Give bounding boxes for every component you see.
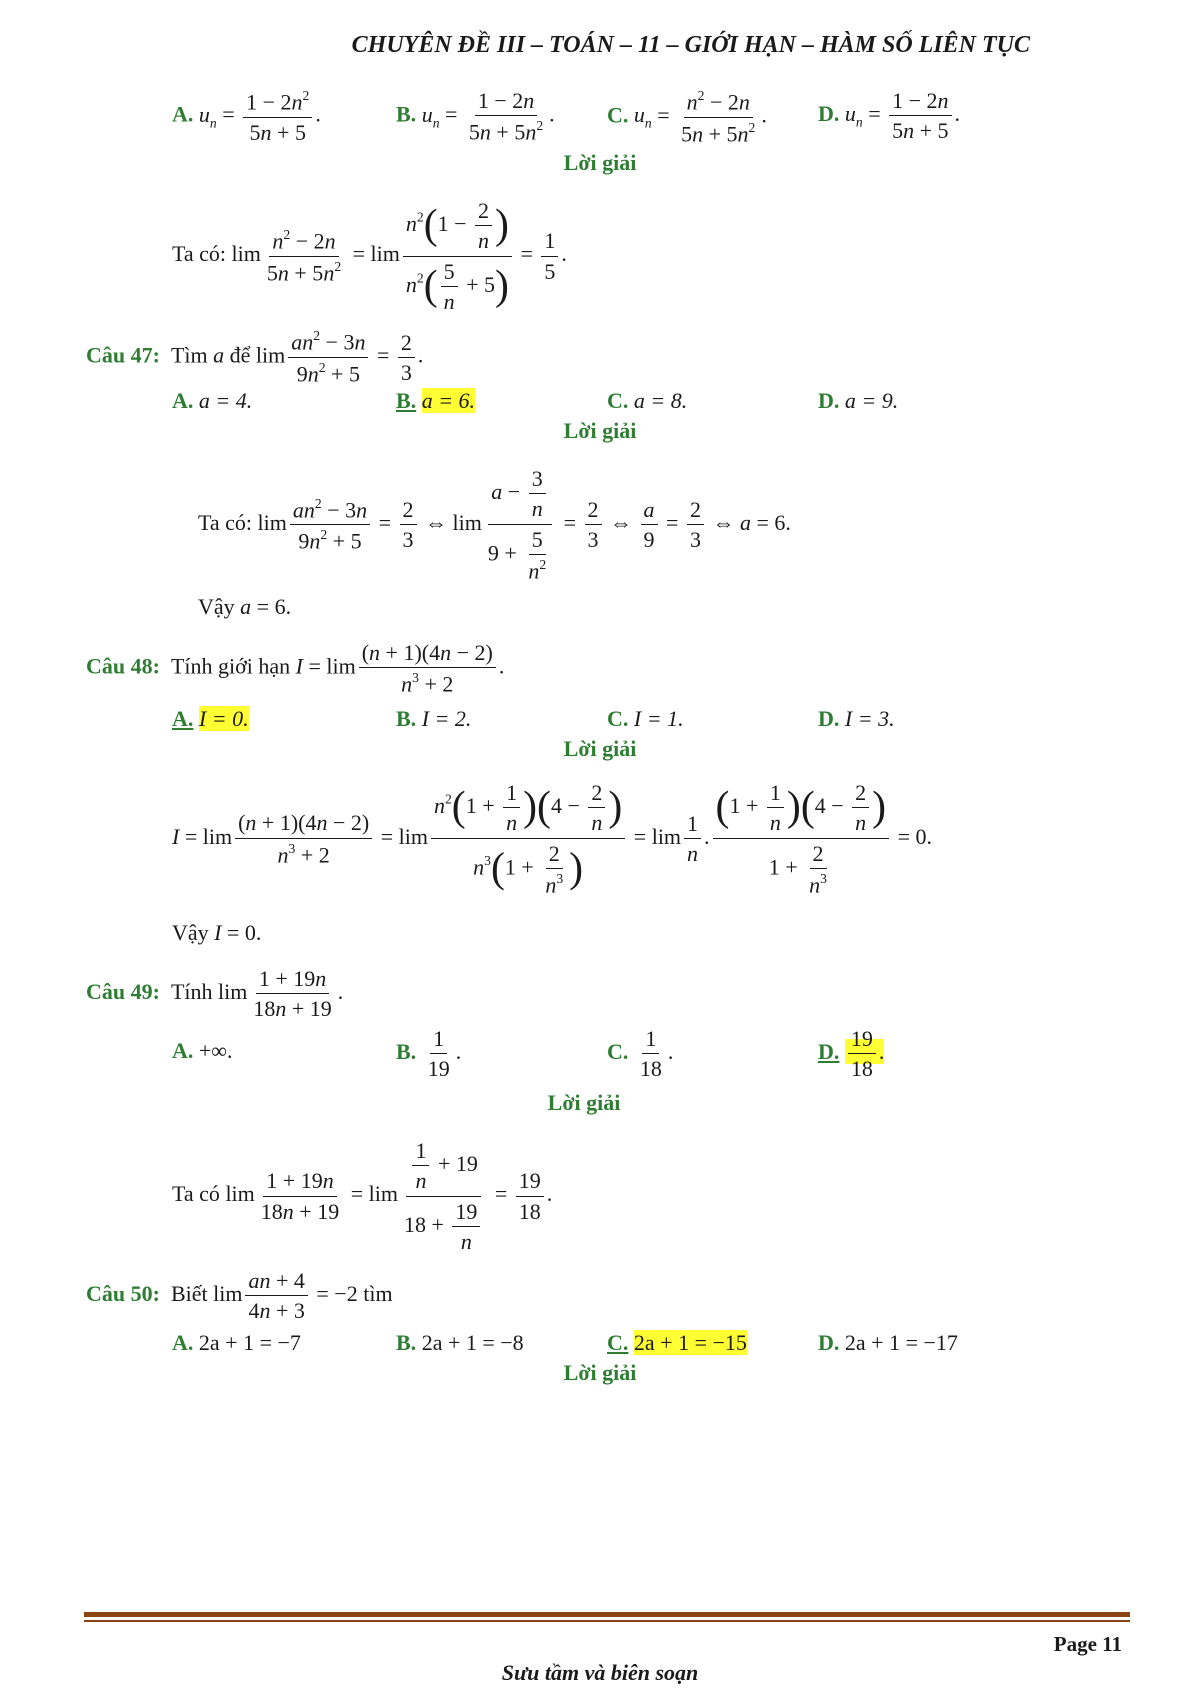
option-value: 2a + 1 = −7 <box>198 1330 301 1355</box>
correct-answer: 2a + 1 = −15 <box>633 1330 747 1355</box>
q47-question: Câu 47: Tìm a để lim $\frac{an^2 - 3n}{9n^2 + 5}$ = $\frac{2}{3}$ . <box>86 328 424 387</box>
q49-option-a <box>172 1038 232 1064</box>
option-label: B. <box>396 1330 417 1355</box>
q49-solution: Ta có lim $\frac{1 + 19n}{18n + 19}$ = lim $\frac{1}{n}$ + 19 18 + $\frac{19}{n}$ = $\frac{19}{18}$ . <box>172 1138 553 1254</box>
footer-rule-thick <box>84 1612 1130 1617</box>
q48-option-a <box>172 706 249 732</box>
question-label: Câu 48: <box>86 653 160 679</box>
correct-answer: I = 0. <box>198 706 249 731</box>
q46-option-d: D. $u_n$ = $\frac{1 - 2n}{5n + 5}$ . <box>818 88 961 144</box>
question-text: Tính <box>170 978 213 1004</box>
q47-option-a <box>172 388 252 414</box>
question-text: Tính giới hạn <box>170 653 291 679</box>
q47-solution: Ta có: lim $\frac{an^2 - 3n}{9n^2 + 5}$ = $\frac{2}{3}$ ⇔ lim a − $\frac{3}{n}$ 9 + $\frac{5}{n^2}$ = $\frac{2}{3}$ ⇔ $\frac{a}{9}$ = $\frac{2}{3}$ ⇔ a = 6. <box>198 466 791 584</box>
page-header: CHUYÊN ĐỀ III – TOÁN – 11 – GIỚI HẠN – HÀM SỐ LIÊN TỤC <box>351 32 1030 58</box>
question-text-2: để <box>229 342 251 368</box>
option-value: I = 3. <box>844 706 895 731</box>
option-label: A. <box>172 388 194 413</box>
q49-option-d: D. $\frac{19}{18}$ . <box>818 1026 885 1082</box>
option-value: I = 2. <box>421 706 472 731</box>
q48-question: Câu 48: Tính giới hạn I = lim $\frac{(n + 1)(4n - 2)}{n^3 + 2}$ . <box>86 640 505 697</box>
conclusion-text: Vậy <box>172 920 209 945</box>
q50-option-d <box>818 1330 958 1356</box>
q47-option-b <box>396 388 475 414</box>
option-value: +∞. <box>198 1038 233 1063</box>
q49-option-b: B. $\frac{1}{19}$ . <box>396 1026 462 1082</box>
question-text: Biết <box>170 1280 208 1306</box>
correct-answer: a = 6. <box>421 388 476 413</box>
q50-option-b <box>396 1330 524 1356</box>
question-label: Câu 49: <box>86 978 160 1004</box>
option-label: A. <box>172 706 194 731</box>
option-label: B. <box>396 388 417 413</box>
q48-option-d <box>818 706 895 732</box>
q50-question: Câu 50: Biết lim $\frac{an + 4}{4n + 3}$ = −2 tìm <box>86 1268 393 1324</box>
solution-heading: Lời giải <box>563 418 637 443</box>
solution-heading: Lời giải <box>563 150 637 175</box>
option-label: D. <box>818 100 840 126</box>
q46-option-a: A. $u_n$ = $\frac{1 - 2n^2}{5n + 5}$ . <box>172 88 321 145</box>
option-label: C. <box>607 1330 629 1355</box>
option-label: C. <box>607 102 629 128</box>
option-label: A. <box>172 1038 194 1063</box>
solution-intro: Ta có: <box>198 509 253 535</box>
option-label: A. <box>172 1330 194 1355</box>
q47-conclusion: Vậy a = 6. <box>198 594 292 619</box>
correct-answer: $\frac{19}{18}$ <box>848 1026 876 1082</box>
option-value: 2a + 1 = −8 <box>421 1330 524 1355</box>
question-label: Câu 47: <box>86 342 160 368</box>
footer-credit: Sưu tầm và biên soạn <box>501 1660 699 1685</box>
option-value: a = 4. <box>198 388 253 413</box>
solution-intro: Ta có: <box>172 241 227 267</box>
option-value: I = 1. <box>633 706 684 731</box>
option-label: C. <box>607 388 629 413</box>
option-label: B. <box>396 101 417 127</box>
option-label: A. <box>172 101 194 127</box>
conclusion-text: Vậy <box>198 594 235 619</box>
option-label: C. <box>607 1038 629 1064</box>
footer-rule-thin <box>84 1620 1130 1622</box>
q49-option-c: C. $\frac{1}{18}$ . <box>607 1026 674 1082</box>
q49-question: Câu 49: Tính lim $\frac{1 + 19n}{18n + 19}$ . <box>86 966 344 1022</box>
q48-option-c <box>607 706 684 732</box>
q48-solution: I = lim $\frac{(n + 1)(4n - 2)}{n^3 + 2}$ = lim $n^2(1$ + $\frac{1}{n}$ )(4 − $\frac{2}{n}$ ) $n^3(1$ + $\frac{2}{n^3}$ ) = lim $\frac{1}{n}$ . (1 + $\frac{1}{n}$ )(4 − $\frac{2}{n}$ ) 1 + $\frac{2}{n^3}$ = 0. <box>172 780 932 898</box>
q46-option-b: B. $u_n$ = $\frac{1 - 2n}{5n + 5n^2}$ . <box>396 88 555 145</box>
q50-option-c <box>607 1330 747 1356</box>
option-label: D. <box>818 1038 840 1064</box>
solution-intro: Ta có <box>172 1181 220 1207</box>
solution-heading: Lời giải <box>547 1090 621 1115</box>
question-label: Câu 50: <box>86 1280 160 1306</box>
solution-heading: Lời giải <box>563 736 637 761</box>
page-number: Page 11 <box>1053 1632 1122 1656</box>
q48-conclusion: Vậy I = 0. <box>172 920 262 945</box>
question-text: Tìm <box>170 342 208 368</box>
q47-option-c <box>607 388 687 414</box>
q46-solution: Ta có: lim $\frac{n^2 - 2n}{5n + 5n^2}$ = lim $n^2(1$ − $\frac{2}{n}$ ) $n^2$( $\frac{5}{n}$ + 5) = $\frac{1}{5}$ . <box>172 198 567 314</box>
option-value: 2a + 1 = −17 <box>844 1330 958 1355</box>
option-value: a = 8. <box>633 388 688 413</box>
q48-option-b <box>396 706 471 732</box>
q46-option-c: C. $u_n$ = $\frac{n^2 - 2n}{5n + 5n^2}$ . <box>607 88 767 147</box>
question-text-2: tìm <box>363 1280 393 1306</box>
option-label: B. <box>396 1038 417 1064</box>
option-label: B. <box>396 706 417 731</box>
option-label: D. <box>818 1330 840 1355</box>
q50-option-a <box>172 1330 301 1356</box>
option-label: D. <box>818 706 840 731</box>
option-label: D. <box>818 388 840 413</box>
solution-heading: Lời giải <box>563 1360 637 1385</box>
option-value: a = 9. <box>844 388 899 413</box>
q47-option-d <box>818 388 898 414</box>
option-label: C. <box>607 706 629 731</box>
